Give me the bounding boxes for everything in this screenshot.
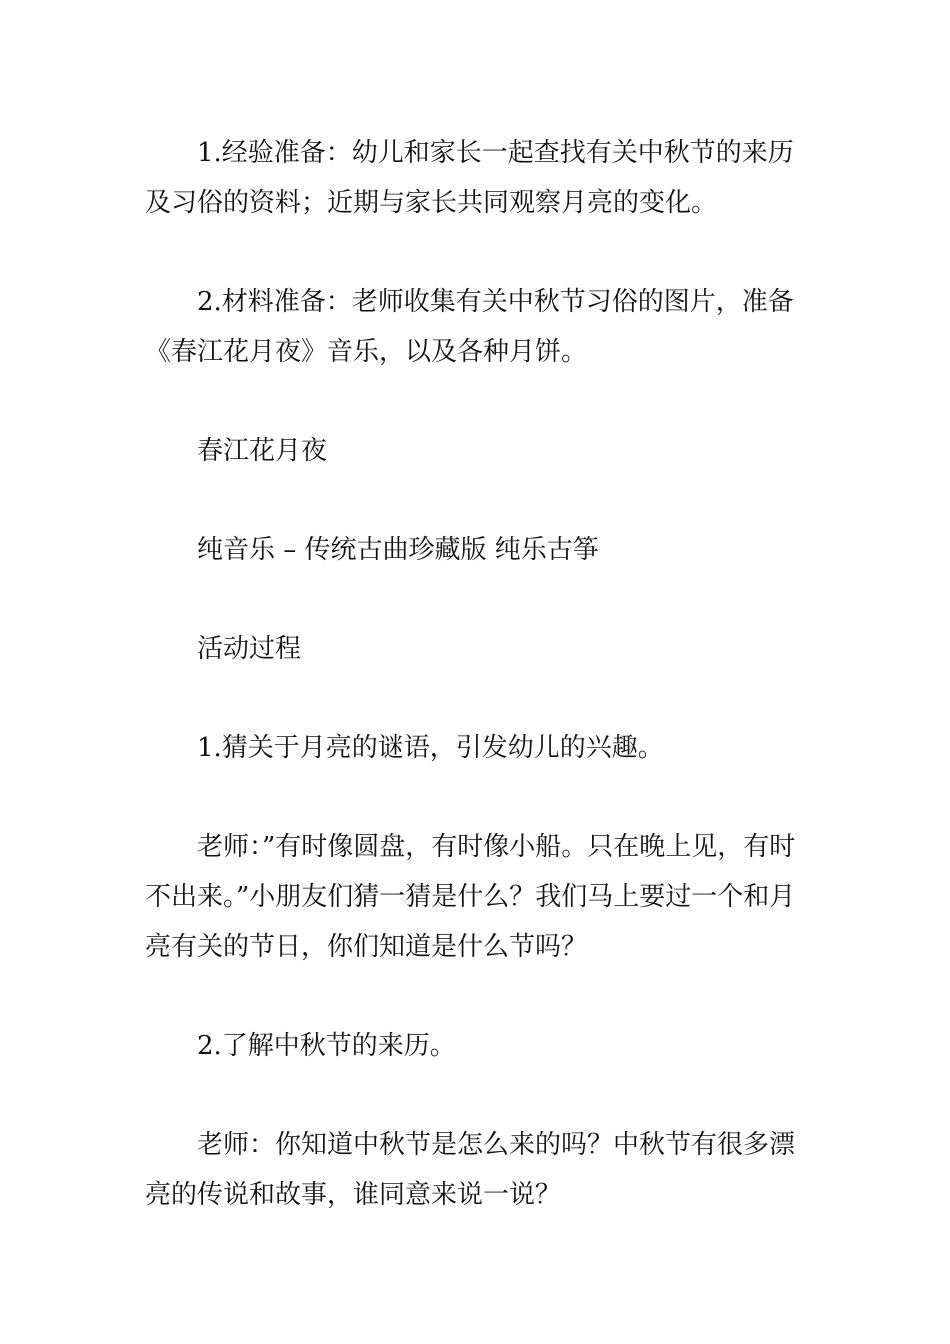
document-body <box>145 128 810 1269</box>
paragraph-step-1: 1.猜关于月亮的谜语，引发幼儿的兴趣。 <box>197 733 664 763</box>
paragraph-material-prep: 2.材料准备：老师收集有关中秋节习俗的图片，准备《春江花月夜》音乐，以及各种月饼。 <box>145 287 794 367</box>
paragraph-step-2: 2.了解中秋节的来历。 <box>197 1031 456 1061</box>
paragraph-teacher-question: 老师：你知道中秋节是怎么来的吗？中秋节有很多漂亮的传说和故事，谁同意来说一说？ <box>145 1130 796 1210</box>
paragraph-music-title: 春江花月夜 <box>197 436 328 466</box>
paragraph-section-heading: 活动过程 <box>197 634 302 664</box>
paragraph-experience-prep: 1.经验准备：幼儿和家长一起查找有关中秋节的来历及习俗的资料；近期与家长共同观察月亮的变化。 <box>145 138 794 218</box>
paragraph-teacher-riddle: 老师：”有时像圆盘，有时像小船。只在晚上见，有时不出来。”小朋友们猜一猜是什么？我们马上要过一个和月亮有关的节日，你们知道是什么节吗？ <box>145 832 796 962</box>
paragraph-music-info: 纯音乐 – 传统古曲珍藏版 纯乐古筝 <box>197 535 599 565</box>
